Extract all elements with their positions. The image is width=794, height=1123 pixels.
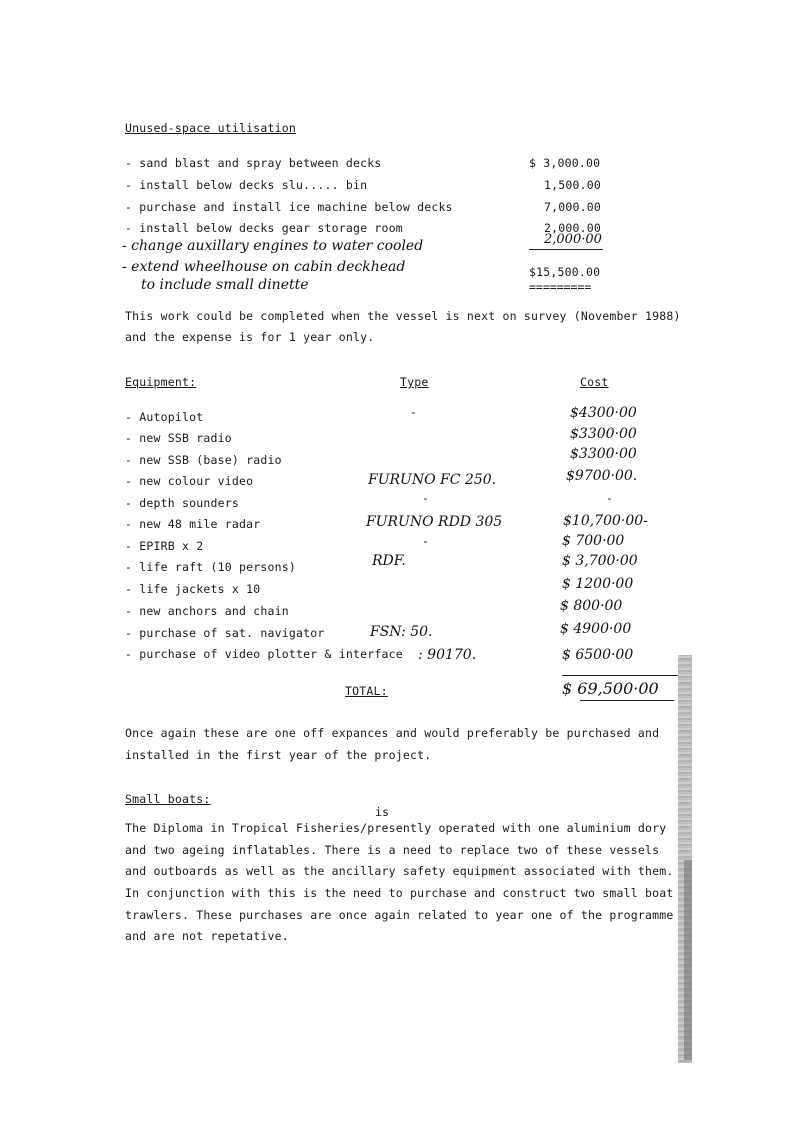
equipment-type: - xyxy=(410,405,418,419)
list-item: - sand blast and spray between decks xyxy=(125,156,382,170)
column-header-type: Type xyxy=(400,375,429,389)
equipment-item: - new SSB (base) radio xyxy=(125,453,282,467)
equipment-type: : 90170. xyxy=(418,647,477,663)
paragraph-line: This work could be completed when the vessel is next on survey (November 1988) xyxy=(125,309,681,323)
equipment-cost: $9700·00. xyxy=(566,468,638,484)
equipment-type: FURUNO FC 250. xyxy=(368,472,497,488)
equipment-item: - new 48 mile radar xyxy=(125,517,261,531)
section-heading-small-boats: Small boats: xyxy=(125,792,211,806)
equipment-cost: $ 6500·00 xyxy=(562,647,634,663)
equipment-item: - life raft (10 persons) xyxy=(125,560,296,574)
equipment-type: FURUNO RDD 305 xyxy=(366,514,503,530)
paragraph-line: Once again these are one off expances and would preferably be purchased and xyxy=(125,726,660,740)
paragraph-line: In conjunction with this is the need to purchase and construct two small boat xyxy=(125,886,674,900)
equipment-item: - EPIRB x 2 xyxy=(125,539,204,553)
equipment-item: - purchase of sat. navigator xyxy=(125,626,325,640)
equipment-item: - new colour video xyxy=(125,474,254,488)
equipment-type: RDF. xyxy=(372,553,406,569)
equipment-cost: $10,700·00- xyxy=(563,513,648,529)
list-item-amount: 7,000.00 xyxy=(544,200,601,214)
section-heading-equipment: Equipment: xyxy=(125,375,197,389)
paragraph-line: and are not repetative. xyxy=(125,929,289,943)
equipment-item: - new anchors and chain xyxy=(125,604,289,618)
equipment-cost: $ 800·00 xyxy=(560,598,623,614)
handwritten-amount: 2,000·00 xyxy=(544,232,602,247)
column-header-cost: Cost xyxy=(580,375,609,389)
section-heading-unused: Unused-space utilisation xyxy=(125,121,296,135)
equipment-cost: $3300·00 xyxy=(570,426,637,442)
equipment-item: - life jackets x 10 xyxy=(125,582,261,596)
subtotal-double-rule: ========= xyxy=(529,280,592,294)
equipment-cost: $ 700·00 xyxy=(562,533,625,549)
equipment-type: FSN: 50. xyxy=(370,624,433,640)
list-item-amount: 1,500.00 xyxy=(544,178,601,192)
equipment-type: - xyxy=(422,491,430,505)
total-underline xyxy=(580,700,674,701)
list-item: - install below decks gear storage room xyxy=(125,221,403,235)
inserted-word: is xyxy=(375,805,390,819)
total-rule xyxy=(562,675,678,676)
equipment-item: - purchase of video plotter & interface xyxy=(125,647,403,661)
total-value: $ 69,500·00 xyxy=(562,679,659,698)
handwritten-note: to include small dinette xyxy=(141,277,309,293)
equipment-item: - new SSB radio xyxy=(125,431,232,445)
paragraph-line: and the expense is for 1 year only. xyxy=(125,330,375,344)
list-item-amount: 2,000.00 xyxy=(544,221,601,235)
handwritten-note: - change auxillary engines to water cooled xyxy=(122,238,424,254)
equipment-cost: $3300·00 xyxy=(570,446,637,462)
total-label: TOTAL: xyxy=(345,684,388,698)
paragraph-line: and two ageing inflatables. There is a need to replace two of these vessels xyxy=(125,843,660,857)
paragraph-line: installed in the first year of the project. xyxy=(125,748,432,762)
list-item: - purchase and install ice machine below decks xyxy=(125,200,453,214)
handwritten-note: - extend wheelhouse on cabin deckhead xyxy=(122,259,406,275)
equipment-cost: $ 3,700·00 xyxy=(562,553,638,569)
list-item: - install below decks slu..... bin xyxy=(125,178,368,192)
paragraph-line: The Diploma in Tropical Fisheries/presently operated with one aluminium dory xyxy=(125,821,667,835)
equipment-type: - xyxy=(422,534,430,548)
paragraph-line: trawlers. These purchases are once again related to year one of the programme xyxy=(125,908,674,922)
equipment-cost: $ 4900·00 xyxy=(560,621,632,637)
equipment-cost: - xyxy=(606,491,614,505)
equipment-item: - depth sounders xyxy=(125,496,239,510)
paragraph-line: and outboards as well as the ancillary safety equipment associated with them. xyxy=(125,864,674,878)
equipment-item: - Autopilot xyxy=(125,410,204,424)
subtotal-amount: $15,500.00 xyxy=(529,265,601,279)
equipment-cost: $ 1200·00 xyxy=(562,576,634,592)
list-item-amount: $ 3,000.00 xyxy=(529,156,601,170)
subtotal-rule xyxy=(529,249,603,250)
equipment-cost: $4300·00 xyxy=(570,405,637,421)
scan-edge-shadow xyxy=(684,860,692,1060)
